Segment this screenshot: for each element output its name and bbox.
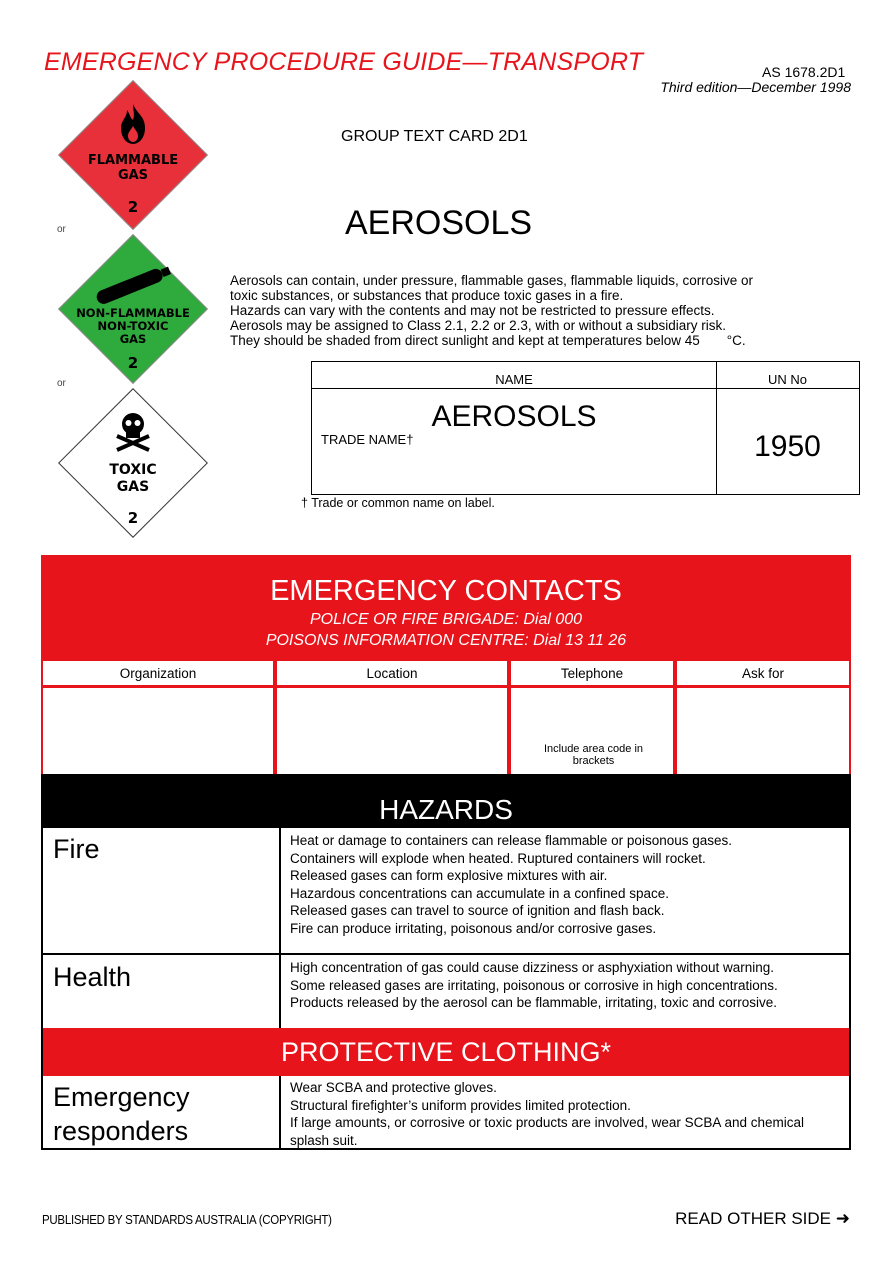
placard-label: NON-TOXIC bbox=[97, 319, 169, 333]
protective-line: splash suit. bbox=[290, 1132, 358, 1148]
placard-label: GAS bbox=[119, 332, 147, 346]
protective-line: Wear SCBA and protective gloves. bbox=[290, 1080, 497, 1095]
toxic-gas-placard bbox=[58, 388, 208, 538]
gas-cylinder-icon bbox=[88, 264, 178, 304]
trade-name-footnote: † Trade or common name on label. bbox=[301, 496, 495, 510]
column-header-location: Location bbox=[277, 661, 507, 685]
arrow-right-icon: ➜ bbox=[835, 1209, 850, 1228]
protective-clothing-title: PROTECTIVE CLOTHING* bbox=[43, 1028, 849, 1076]
fire-hazard-line: Fire can produce irritating, poisonous and/or corrosive gases. bbox=[290, 920, 657, 936]
placard-label: NON-FLAMMABLE bbox=[76, 306, 190, 320]
description bbox=[230, 273, 830, 348]
description-line: Hazards can vary with the contents and may not be restricted to pressure effects. bbox=[230, 303, 715, 318]
ask-for-cell[interactable] bbox=[677, 688, 849, 774]
or-label: or bbox=[57, 378, 66, 389]
name-header: NAME bbox=[495, 372, 533, 387]
health-label: Health bbox=[53, 962, 132, 992]
placard-class: 2 bbox=[127, 354, 139, 372]
health-hazards-text bbox=[290, 959, 845, 1012]
health-hazard-line: High concentration of gas could cause dizziness or asphyxiation without warning. bbox=[290, 960, 775, 975]
poisons-centre-number: POISONS INFORMATION CENTRE: Dial 13 11 26 bbox=[265, 632, 627, 649]
main-title: AEROSOLS bbox=[345, 204, 533, 242]
responders-label-line: responders bbox=[53, 1116, 189, 1146]
emergency-responders-label bbox=[53, 1080, 190, 1148]
location-cell[interactable] bbox=[277, 688, 507, 774]
protective-line: If large amounts, or corrosive or toxic products are involved, wear SCBA and chemical bbox=[290, 1115, 804, 1130]
fire-hazard-line: Heat or damage to containers can release flammable or poisonous gases. bbox=[290, 833, 732, 848]
fire-hazards-text bbox=[290, 832, 845, 937]
hazards-panel bbox=[41, 774, 851, 1150]
fire-hazard-line: Containers will explode when heated. Ruptured containers will rocket. bbox=[290, 850, 706, 866]
publisher-text: PUBLISHED BY STANDARDS AUSTRALIA (COPYRIGHT) bbox=[42, 1213, 332, 1227]
column-header-telephone: Telephone bbox=[511, 661, 673, 685]
fire-hazard-line: Released gases can travel to source of ignition and flash back. bbox=[290, 903, 665, 918]
organization-cell[interactable] bbox=[43, 688, 273, 774]
description-line: They should be shaded from direct sunlight and kept at temperatures below 45 °C. bbox=[230, 333, 746, 348]
fire-hazard-line: Released gases can form explosive mixtures with air. bbox=[290, 868, 608, 883]
flammable-gas-placard bbox=[58, 80, 208, 230]
emergency-contacts-title: EMERGENCY CONTACTS bbox=[270, 575, 622, 607]
placard-label: GAS bbox=[116, 479, 150, 495]
un-number-header: UN No bbox=[767, 372, 807, 387]
name-table bbox=[311, 361, 860, 495]
flame-icon bbox=[115, 102, 151, 146]
police-fire-number: POLICE OR FIRE BRIGADE: Dial 000 bbox=[309, 611, 583, 628]
hazards-title: HAZARDS bbox=[43, 776, 849, 828]
area-code-note: Include area code in brackets bbox=[543, 743, 644, 767]
placard-label: TOXIC bbox=[109, 462, 157, 478]
read-other-side-label: READ OTHER SIDE bbox=[675, 1209, 832, 1228]
responders-label-line: Emergency bbox=[53, 1082, 190, 1112]
group-text-card-label: GROUP TEXT CARD 2D1 bbox=[341, 128, 528, 145]
protective-clothing-text bbox=[290, 1079, 848, 1149]
emergency-contacts-panel bbox=[41, 555, 851, 774]
name-value: AEROSOLS bbox=[431, 400, 597, 433]
read-other-side bbox=[675, 1209, 850, 1229]
health-hazard-line: Some released gases are irritating, poisonous or corrosive in high concentrations. bbox=[290, 977, 778, 993]
health-hazard-line: Products released by the aerosol can be flammable, irritating, toxic and corrosive. bbox=[290, 995, 777, 1010]
edition-text: Third edition—December 1998 bbox=[660, 79, 851, 95]
protective-line: Structural firefighter’s uniform provides limited protection. bbox=[290, 1097, 631, 1113]
fire-label: Fire bbox=[53, 834, 100, 864]
placard-class: 2 bbox=[127, 198, 139, 216]
or-label: or bbox=[57, 224, 66, 235]
column-header-organization: Organization bbox=[43, 661, 273, 685]
fire-hazard-line: Hazardous concentrations can accumulate in a confined space. bbox=[290, 885, 669, 901]
trade-name-label: TRADE NAME† bbox=[321, 432, 414, 447]
document-title: EMERGENCY PROCEDURE GUIDE—TRANSPORT bbox=[44, 48, 644, 76]
standard-code: AS 1678.2D1 bbox=[762, 64, 846, 80]
telephone-cell[interactable] bbox=[511, 688, 673, 774]
description-line: Aerosols may be assigned to Class 2.1, 2.2 or 2.3, with or without a subsidiary risk. bbox=[230, 318, 726, 333]
description-line: toxic substances, or substances that produce toxic gases in a fire. bbox=[230, 288, 624, 303]
un-number-value: 1950 bbox=[754, 430, 821, 463]
description-line: Aerosols can contain, under pressure, flammable gases, flammable liquids, corrosive or bbox=[230, 273, 753, 288]
placard-label: GAS bbox=[117, 168, 149, 183]
placard-class: 2 bbox=[127, 509, 139, 527]
skull-crossbones-icon bbox=[111, 410, 155, 452]
placard-label: FLAMMABLE bbox=[87, 153, 179, 168]
non-flammable-gas-placard bbox=[58, 234, 208, 384]
column-header-ask-for: Ask for bbox=[677, 661, 849, 685]
